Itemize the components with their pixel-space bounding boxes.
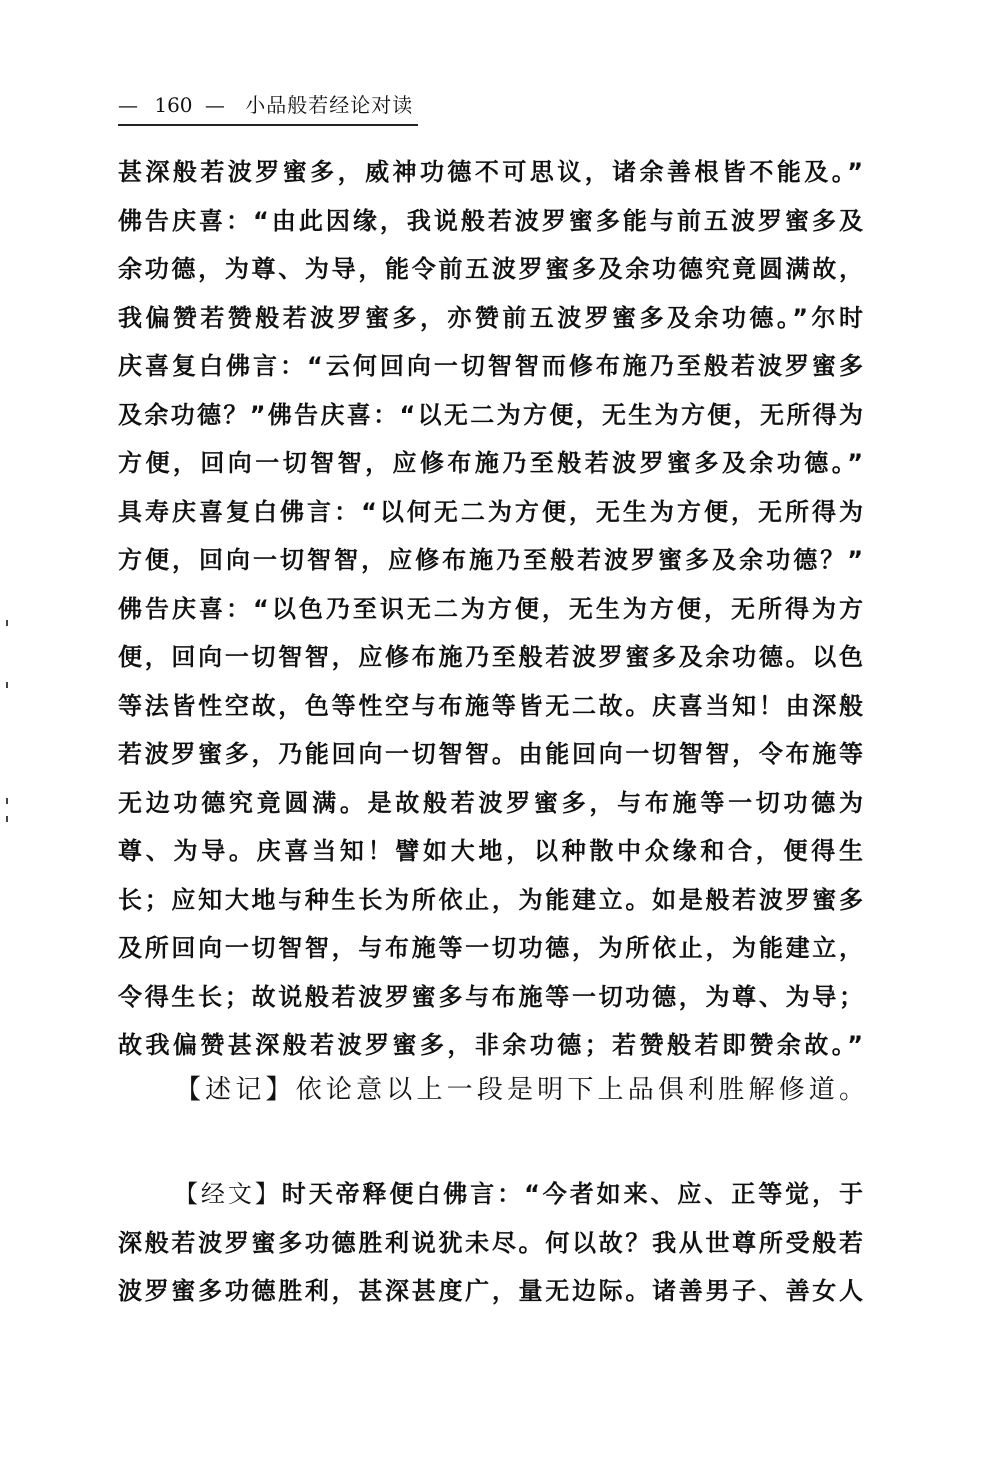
text-line: 尊、为导。庆喜当知！譬如大地，以种散中众缘和合，便得生: [118, 837, 863, 865]
sutra-paragraph: [118, 1170, 863, 1316]
scan-speck: [6, 816, 8, 822]
text-line: 波罗蜜多功德胜利，甚深甚度广，量无边际。诸善男子、善女人: [118, 1277, 863, 1305]
text-line: 方便，回向一切智智，应修布施乃至般若波罗蜜多及余功德。”: [118, 449, 863, 477]
text-line: 故我偏赞甚深般若波罗蜜多，非余功德；若赞般若即赞余故。”: [118, 1031, 863, 1059]
sutra-label: 【经文】: [174, 1180, 282, 1208]
header-dash-left: —: [118, 93, 138, 117]
text-line: 甚深般若波罗蜜多，威神功德不可思议，诸余善根皆不能及。”: [118, 158, 863, 186]
text-line: 无边功德究竟圆满。是故般若波罗蜜多，与布施等一切功德为: [118, 788, 863, 817]
commentary-label: 【述记】: [175, 1075, 296, 1105]
commentary-paragraph: [175, 1066, 865, 1114]
book-title: 小品般若经论对读: [245, 93, 414, 117]
header-dash-right: —: [204, 93, 225, 117]
text-line: 余功德，为尊、为导，能令前五波罗蜜多及余功德究竟圆满故，: [118, 255, 863, 283]
main-text: [118, 148, 863, 1070]
text-line: 佛告庆喜：“以色乃至识无二为方便，无生为方便，无所得为方: [118, 594, 863, 623]
running-head: [118, 90, 418, 126]
text-line: 我偏赞若赞般若波罗蜜多，亦赞前五波罗蜜多及余功德。”尔时: [118, 303, 863, 332]
text-line: 便，回向一切智智，应修布施乃至般若波罗蜜多及余功德。以色: [118, 643, 863, 671]
text-line: 若波罗蜜多，乃能回向一切智智。由能回向一切智智，令布施等: [118, 740, 863, 768]
text-line: 及余功德？”佛告庆喜：“以无二为方便，无生为方便，无所得为: [118, 400, 863, 429]
text-line: 及所回向一切智智，与布施等一切功德，为所依止，为能建立，: [118, 934, 863, 962]
text-line: 令得生长；故说般若波罗蜜多与布施等一切功德，为尊、为导；: [118, 982, 863, 1011]
text-line: 庆喜复白佛言：“云何回向一切智智而修布施乃至般若波罗蜜多: [118, 352, 863, 380]
text-line: 佛告庆喜：“由此因缘，我说般若波罗蜜多能与前五波罗蜜多及: [118, 206, 863, 235]
sutra-first-text: 时天帝释便白佛言：“今者如来、应、正等觉，于: [281, 1180, 863, 1208]
sutra-first-line: [118, 1170, 863, 1219]
text-line: 方便，回向一切智智，应修布施乃至般若波罗蜜多及余功德？”: [118, 546, 863, 574]
scan-speck: [6, 620, 8, 626]
commentary-text: 依论意以上一段是明下上品俱利胜解修道。: [295, 1075, 865, 1105]
text-line: 长；应知大地与种生长为所依止，为能建立。如是般若波罗蜜多: [118, 885, 863, 914]
scan-margin-marks: [0, 600, 14, 840]
text-line: 深般若波罗蜜多功德胜利说犹未尽。何以故？我从世尊所受般若: [118, 1228, 863, 1257]
page-number: 160: [154, 93, 193, 117]
text-line: 具寿庆喜复白佛言：“以何无二为方便，无生为方便，无所得为: [118, 497, 863, 526]
scan-speck: [6, 798, 8, 804]
scan-speck: [6, 682, 8, 688]
text-line: 等法皆性空故，色等性空与布施等皆无二故。庆喜当知！由深般: [118, 691, 863, 720]
